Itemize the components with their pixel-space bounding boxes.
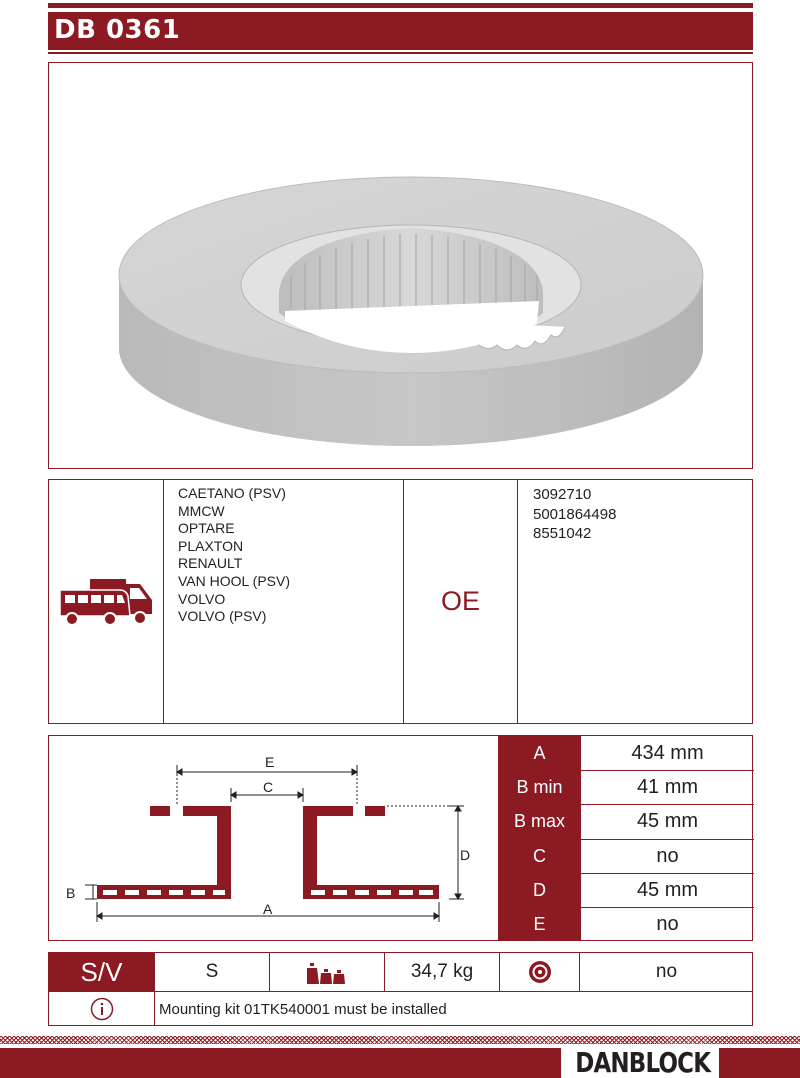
dimensions-panel <box>48 735 753 941</box>
oe-label: OE <box>440 586 480 616</box>
product-image-panel <box>48 62 753 469</box>
diagram-label-c: C <box>263 779 274 795</box>
oe-numbers-list <box>533 485 616 544</box>
dimension-value: 434 mm <box>631 741 704 764</box>
truck-bus-icon <box>58 576 154 628</box>
brake-disc-image <box>49 63 752 468</box>
oe-number-item: 8551042 <box>533 525 592 542</box>
dimension-value: 45 mm <box>636 810 699 833</box>
sv-label: S/V <box>49 953 155 991</box>
feature-icon-cell <box>500 953 580 991</box>
page-title: DB 0361 <box>54 15 181 45</box>
diagram-label-a: A <box>263 901 273 917</box>
diagram-label-d: D <box>460 847 471 863</box>
dimension-row <box>498 839 754 873</box>
make-item: VOLVO <box>178 590 226 607</box>
dimension-row <box>498 736 754 770</box>
dimension-value: 41 mm <box>636 776 699 799</box>
dimension-row <box>498 804 754 838</box>
sv-value: S <box>155 953 270 991</box>
vehicle-makes-list <box>178 485 290 626</box>
diagram-label-b: B <box>66 885 76 901</box>
make-item: MMCW <box>178 502 225 519</box>
vehicle-makes-cell <box>164 480 404 723</box>
dimension-value: 45 mm <box>636 878 699 901</box>
oe-number-item: 3092710 <box>533 486 592 503</box>
dimension-key: D <box>498 874 581 907</box>
dimension-value: no <box>656 844 679 867</box>
make-item: VOLVO (PSV) <box>178 608 267 625</box>
footer-pattern <box>0 1036 800 1044</box>
oe-numbers-cell <box>518 480 753 723</box>
dimension-row <box>498 873 754 907</box>
info-row-note <box>49 992 752 1026</box>
dimension-row <box>498 907 754 941</box>
weights-icon <box>307 960 347 984</box>
applications-panel <box>48 479 753 724</box>
header-underline <box>48 52 753 54</box>
dimension-key: B min <box>498 771 581 804</box>
dimension-key: A <box>498 736 581 770</box>
make-item: VAN HOOL (PSV) <box>178 572 291 589</box>
dimension-key: C <box>498 840 581 873</box>
dimension-value: no <box>656 913 679 936</box>
header-bar <box>48 12 753 50</box>
oe-label-cell <box>404 480 518 723</box>
make-item: RENAULT <box>178 555 243 572</box>
make-item: PLAXTON <box>178 537 244 554</box>
diagram-label-e: E <box>265 754 275 770</box>
brand-logo: DANBLOCK <box>575 1046 711 1078</box>
dimension-key: E <box>498 908 581 941</box>
weight-icon-cell <box>270 953 385 991</box>
make-item: CAETANO (PSV) <box>178 485 286 501</box>
installation-note: Mounting kit 01TK540001 must be installed <box>159 1000 447 1018</box>
feature-value: no <box>655 961 678 982</box>
dimension-row <box>498 770 754 804</box>
disc-cross-section-diagram <box>49 736 498 941</box>
vehicle-type-cell <box>49 480 164 723</box>
oe-number-item: 5001864498 <box>533 505 617 523</box>
header-top-stripe <box>48 3 753 8</box>
info-icon-cell <box>49 992 155 1026</box>
info-icon <box>90 997 114 1021</box>
info-panel <box>48 952 753 1026</box>
info-row-specs <box>49 953 752 992</box>
dimensions-table <box>498 736 754 941</box>
weight-value: 34,7 kg <box>385 953 500 991</box>
target-icon <box>528 960 552 984</box>
dimension-key: B max <box>498 805 581 838</box>
make-item: OPTARE <box>178 520 235 537</box>
